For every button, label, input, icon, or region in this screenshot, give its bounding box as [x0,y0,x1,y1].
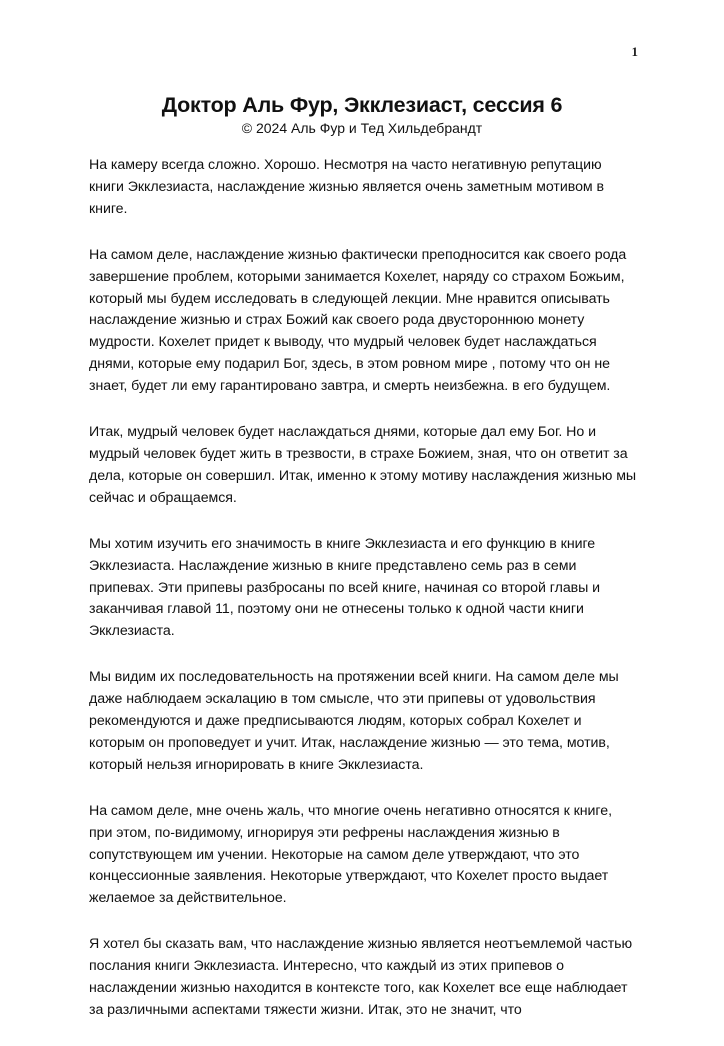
document-header [0,92,724,138]
paragraph: Мы хотим изучить его значимость в книге Экклезиаста и его функцию в книге Экклезиаста. Наслаждение жизнью в книге представлено семь раз в семи припевах. Эти припевы разбросаны по всей книге, начиная со второй главы и заканчивая главой 11, поэтому они не отнесены только к одной части книги Экклезиаста. [89,535,601,640]
paragraph: Мы видим их последовательность на протяжении всей книги. На самом деле мы даже наблюдаем эскалацию в том смысле, что эти припевы от удовольствия рекомендуются и даже предписываются людям, которых собрал Кохелет и которым он проповедует и учит. Итак, наслаждение жизнью — это тема, мотив, который нельзя игнорировать в книге Экклезиаста. [89,669,619,773]
document-title: Доктор Аль Фур, Экклезиаст, сессия 6 [161,93,563,117]
paragraph: Итак, мудрый человек будет наслаждаться днями, которые дал ему Бог. Но и мудрый человек будет жить в трезвости, в страхе Божием, зная, что он ответит за дела, которые он совершил. Итак, именно к этому мотиву наслаждения жизнью мы сейчас и обращаемся. [89,424,637,506]
paragraph: На самом деле, наслаждение жизнью фактически преподносится как своего рода завершение проблем, которыми занимается Кохелет, наряду со страхом Божьим, который мы будем исследовать в следующей лекции. Мне нравится описывать наслаждение жизнью и страх Божий как своего рода двустороннюю монету мудрости. Кохелет придет к выводу, что мудрый человек будет наслаждаться днями, которые ему подарил Бог, здесь, в этом ровном мире , потому что он не знает, будет ли ему гарантировано завтра, и смерть неизбежна. в его будущем. [89,246,627,395]
document-body [89,155,638,1046]
paragraph: На камеру всегда сложно. Хорошо. Несмотря на часто негативную репутацию книги Экклезиаста, наслаждение жизнью является очень заметным мотивом в книге. [89,157,604,217]
paragraph: На самом деле, мне очень жаль, что многие очень негативно относятся к книге, при этом, по-видимому, игнорируя эти рефрены наслаждения жизнью в сопутствующем им учении. Некоторые на самом деле утверждают, что это концессионные заявления. Некоторые утверждают, что Кохелет просто выдает желаемое за действительное. [89,802,612,907]
page-number: 1 [631,44,638,59]
copyright-line: © 2024 Аль Фур и Тед Хильдебрандт [241,120,483,136]
paragraph: Я хотел бы сказать вам, что наслаждение жизнью является неотъемлемой частью послания книги Экклезиаста. Интересно, что каждый из этих припевов о наслаждении жизнью находится в контексте того, как Кохелет все еще наблюдает за различными аспектами тяжести жизни. Итак, это не значит, что [89,936,633,1018]
